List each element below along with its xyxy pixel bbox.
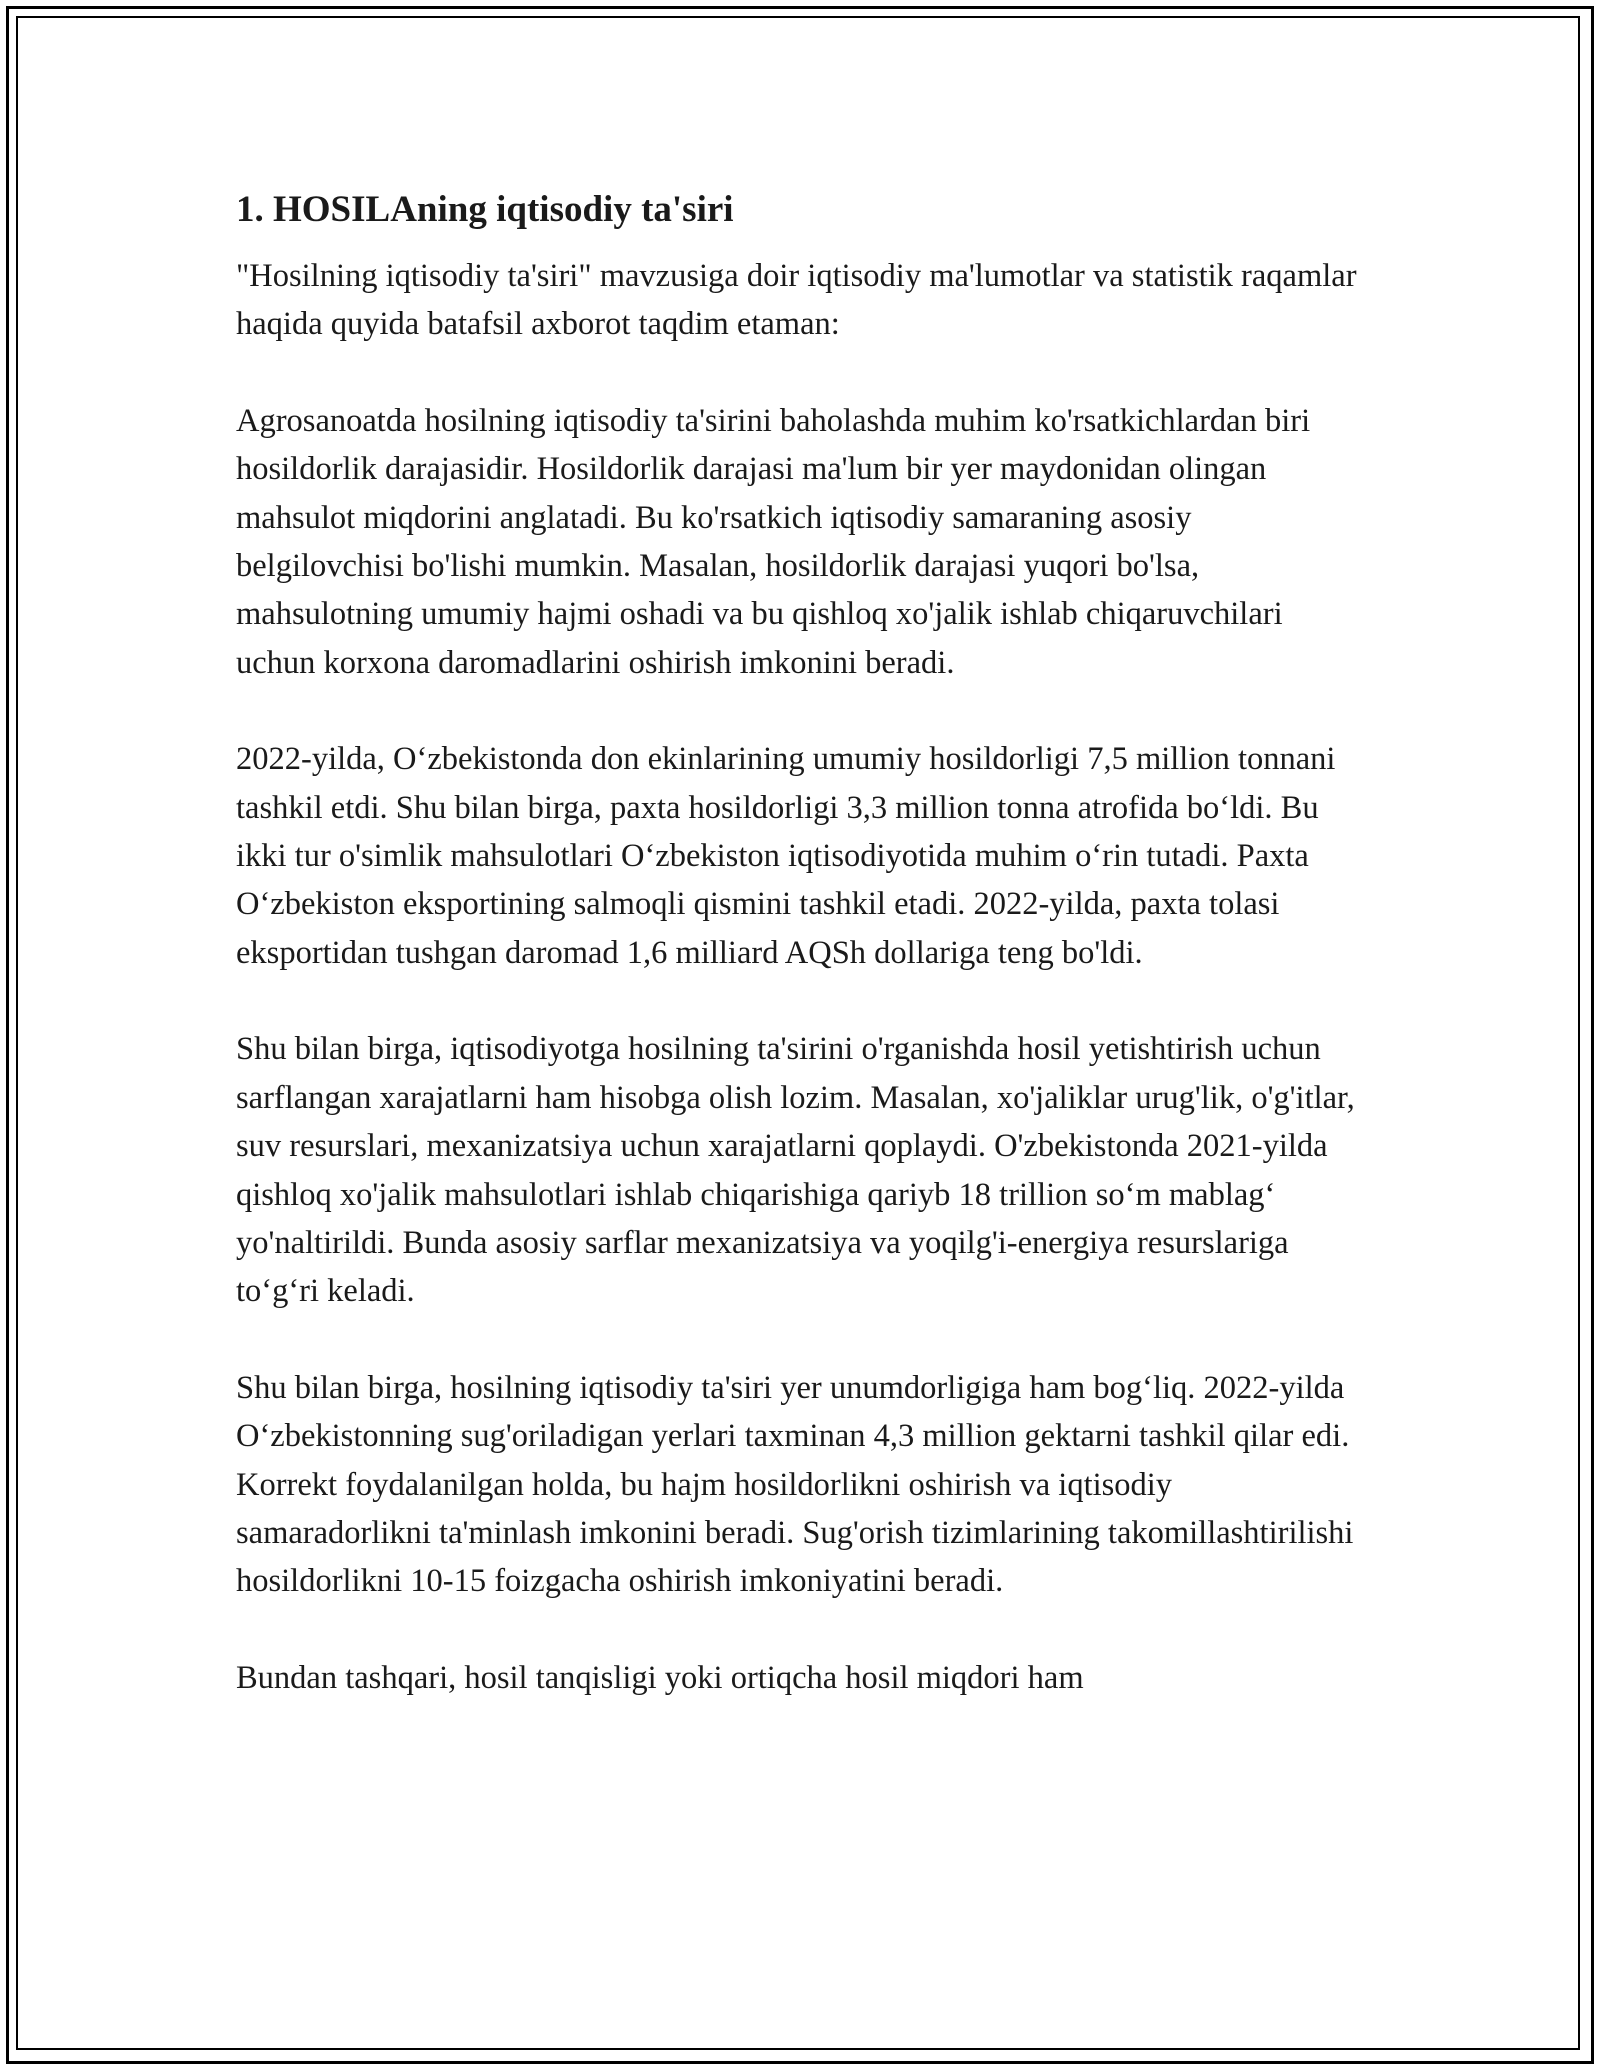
page-title: 1. HOSILAning iqtisodiy ta'siri: [236, 189, 734, 230]
paragraph-continued: Bundan tashqari, hosil tanqisligi yoki ortiqcha hosil miqdori ham: [236, 1659, 1084, 1696]
paragraph-intro: "Hosilning iqtisodiy ta'siri" mavzusiga doir iqtisodiy ma'lumotlar va statistik raqamlar haqida quyida batafsil axborot taqdim etaman:: [236, 258, 1357, 343]
paragraph-productivity: Agrosanoatda hosilning iqtisodiy ta'sirini baholashda muhim ko'rsatkichlardan biri hosildorlik darajasidir. Hosildorlik darajasi ma'lum bir yer maydonidan olingan mahsulot miqdorini anglatadi. Bu ko'rsatkich iqtisodiy samaraning asosiy belgilovchisi bo'lishi mumkin. Masalan, hosildorlik darajasi yuqori bo'lsa, mahsulotning umumiy hajmi oshadi va bu qishloq xo'jalik ishlab chiqaruvchilari uchun korxona daromadlarini oshirish imkonini beradi.: [236, 402, 1311, 681]
document-body: [236, 186, 1366, 1750]
paragraph-harvest-statistics: 2022-yilda, O‘zbekistonda don ekinlarining umumiy hosildorligi 7,5 million tonnani tashkil etdi. Shu bilan birga, paxta hosildorligi 3,3 million tonna atrofida bo‘ldi. Bu ikki tur o'simlik mahsulotlari O‘zbekiston iqtisodiyotida muhim o‘rin tutadi. Paxta O‘zbekiston eksportining salmoqli qismini tashkil etadi. 2022-yilda, paxta tolasi eksportidan tushgan daromad 1,6 milliard AQSh dollariga teng bo'ldi.: [236, 741, 1336, 971]
paragraph-costs: Shu bilan birga, iqtisodiyotga hosilning ta'sirini o'rganishda hosil yetishtirish uchun sarflangan xarajatlarni ham hisobga olish lozim. Masalan, xo'jaliklar urug'lik, o'g'itlar, suv resurslari, mexanizatsiya uchun xarajatlarni qoplaydi. O'zbekistonda 2021-yilda qishloq xo'jalik mahsulotlari ishlab chiqarishiga qariyb 18 trillion so‘m mablag‘ yo'naltirildi. Bunda asosiy sarflar mexanizatsiya va yoqilg'i-energiya resurslariga to‘g‘ri keladi.: [236, 1031, 1355, 1310]
paragraph-land-fertility: Shu bilan birga, hosilning iqtisodiy ta'siri yer unumdorligiga ham bog‘liq. 2022-yilda O‘zbekistonning sug'oriladigan yerlari taxminan 4,3 million gektarni tashkil qilar edi. Korrekt foydalanilgan holda, bu hajm hosildorlikni oshirish va iqtisodiy samaradorlikni ta'minlash imkonini beradi. Sug'orish tizimlarining takomillashtirilishi hosildorlikni 10-15 foizgacha oshirish imkoniyatini beradi.: [236, 1369, 1354, 1600]
